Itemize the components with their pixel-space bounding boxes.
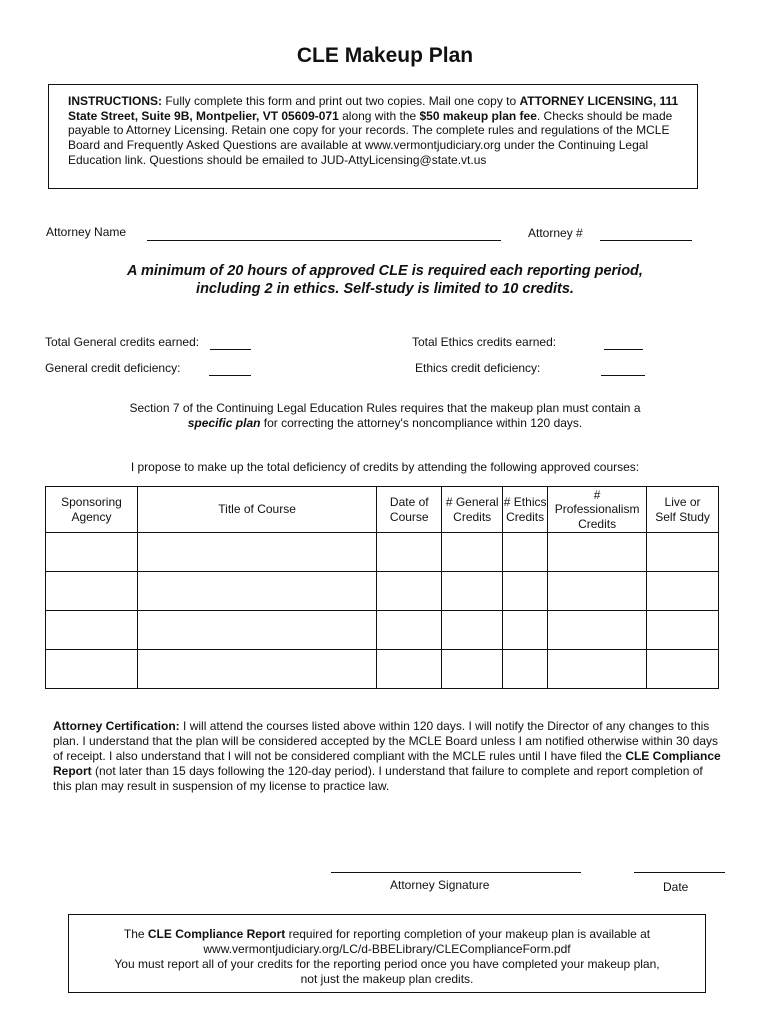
header-date-of-course: Date of Course (377, 487, 442, 533)
table-cell[interactable] (442, 650, 503, 689)
footer-text: The (123, 927, 148, 941)
compliance-form-link[interactable]: www.vermontjudiciary.org/LC/d-BBELibrary/CLEComplianceForm.pdf (203, 942, 571, 956)
page-title: CLE Makeup Plan (296, 44, 474, 67)
table-cell[interactable] (503, 572, 548, 611)
instructions-box (48, 84, 698, 189)
header-live-or-self-study: Live or Self Study (647, 487, 719, 533)
table-cell[interactable] (46, 611, 138, 650)
header-general-credits: # General Credits (442, 487, 503, 533)
table-cell[interactable] (137, 572, 376, 611)
table-row (46, 611, 719, 650)
header-professionalism-credits: # Professionalism Credits (548, 487, 647, 533)
table-row (46, 572, 719, 611)
table-cell[interactable] (137, 611, 376, 650)
certification-text: (not later than 15 days following the 120-day period). I understand that failure to complete and report completion of this plan may result in suspension of my license to practice law. (53, 764, 703, 793)
table-cell[interactable] (647, 533, 719, 572)
table-cell[interactable] (137, 650, 376, 689)
attorney-certification (53, 719, 723, 794)
table-cell[interactable] (548, 611, 647, 650)
section7-line: for correcting the attorney's noncompliance within 120 days. (260, 416, 583, 430)
table-cell[interactable] (503, 533, 548, 572)
total-ethics-label: Total Ethics credits earned: (412, 335, 557, 349)
table-cell[interactable] (377, 650, 442, 689)
fee-text: $50 makeup plan fee (419, 108, 537, 123)
propose-text: I propose to make up the total deficiency of credits by attending the following approved courses: (130, 460, 640, 474)
table-row (46, 533, 719, 572)
attorney-signature-field[interactable] (331, 860, 581, 873)
date-label: Date (663, 880, 689, 894)
attorney-name-label: Attorney Name (46, 225, 127, 239)
courses-table (45, 486, 719, 689)
footer-box (68, 914, 706, 993)
table-cell[interactable] (442, 572, 503, 611)
total-ethics-field[interactable] (604, 337, 643, 350)
general-deficiency-field[interactable] (209, 363, 251, 376)
requirement-line: including 2 in ethics. Self-study is limited to 10 credits. (196, 281, 574, 297)
compliance-report-text: CLE Compliance Report (53, 749, 721, 778)
table-cell[interactable] (377, 572, 442, 611)
table-cell[interactable] (46, 533, 138, 572)
ethics-deficiency-label: Ethics credit deficiency: (415, 361, 541, 375)
footer-text: not just the makeup plan credits. (300, 972, 474, 986)
table-cell[interactable] (46, 572, 138, 611)
table-cell[interactable] (548, 533, 647, 572)
instructions-label: INSTRUCTIONS: (68, 94, 162, 108)
requirement-line: A minimum of 20 hours of approved CLE is required each reporting period, (127, 263, 643, 279)
attorney-number-field[interactable] (600, 228, 692, 241)
date-field[interactable] (634, 860, 725, 873)
table-row (46, 650, 719, 689)
table-cell[interactable] (548, 650, 647, 689)
instructions-text: . Checks should be made payable to Attorney Licensing. Retain one copy for your records. The complete rules and regulations of the MCLE Board and Frequently Asked Questions are available at www.vermontjudiciary.org under the Continuing Legal Education link. Questions should be emailed to JUD-AttyLicensing@state.vt.us (68, 108, 673, 167)
section7-line: Section 7 of the Continuing Legal Education Rules requires that the makeup plan must contain a (129, 401, 641, 415)
table-cell[interactable] (503, 650, 548, 689)
table-cell[interactable] (442, 533, 503, 572)
footer-text: required for reporting completion of your makeup plan is available at (285, 927, 651, 941)
table-cell[interactable] (647, 572, 719, 611)
header-title-of-course: Title of Course (137, 487, 376, 533)
attorney-signature-label: Attorney Signature (390, 878, 490, 892)
table-header-row (46, 487, 719, 533)
table-cell[interactable] (377, 611, 442, 650)
section7-text (0, 401, 770, 431)
mailing-address: ATTORNEY LICENSING, 111 State Street, Suite 9B, Montpelier, VT 05609-071 (68, 94, 679, 123)
certification-label: Attorney Certification: (53, 719, 180, 733)
instructions-text: Fully complete this form and print out two copies. Mail one copy to (162, 94, 520, 108)
header-ethics-credits: # Ethics Credits (503, 487, 548, 533)
total-general-label: Total General credits earned: (45, 335, 200, 349)
total-general-field[interactable] (210, 337, 251, 350)
table-cell[interactable] (548, 572, 647, 611)
table-cell[interactable] (647, 650, 719, 689)
header-sponsoring-agency: Sponsoring Agency (46, 487, 138, 533)
requirement-text (0, 262, 770, 298)
table-cell[interactable] (377, 533, 442, 572)
general-deficiency-label: General credit deficiency: (45, 361, 181, 375)
table-cell[interactable] (46, 650, 138, 689)
certification-text: I will attend the courses listed above within 120 days. I will notify the Director of any changes to this plan. I understand that the plan will be considered accepted by the MCLE Board unless I am notified otherwise within 30 days of receipt. I also understand that I will not be considered compliant with the MCLE rules until I have filed the (53, 719, 719, 763)
table-cell[interactable] (647, 611, 719, 650)
attorney-name-field[interactable] (147, 228, 501, 241)
table-cell[interactable] (442, 611, 503, 650)
table-cell[interactable] (503, 611, 548, 650)
ethics-deficiency-field[interactable] (601, 363, 645, 376)
compliance-report-text: CLE Compliance Report (147, 927, 286, 941)
section7-emphasis: specific plan (187, 416, 261, 430)
attorney-number-label: Attorney # (528, 226, 583, 240)
table-cell[interactable] (137, 533, 376, 572)
footer-text: You must report all of your credits for the reporting period once you have completed your makeup plan, (114, 957, 660, 971)
instructions-text: along with the (338, 108, 420, 123)
